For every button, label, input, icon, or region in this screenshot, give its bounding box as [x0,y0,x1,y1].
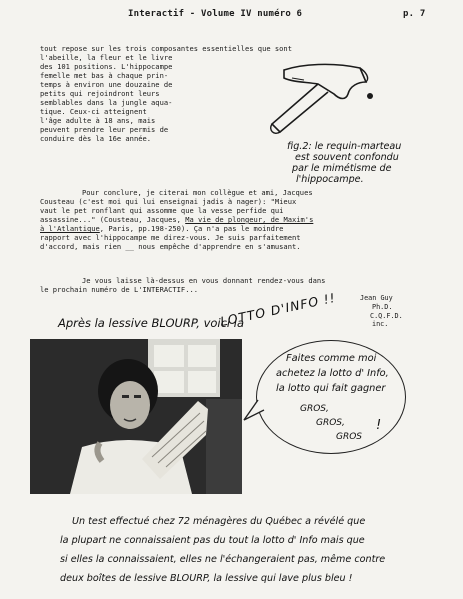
conclusion-line-with-title-2 [40,224,426,233]
bubble-line: Faites comme moi [286,353,377,364]
conclusion-line: d'accord, mais rien __ nous empêche d'apprendre en s'amusant. [40,242,301,251]
caption-line: l'hippocampe. [296,174,364,185]
signature-line: C.Q.F.D. [370,311,403,320]
lotto-title: LOTTO D'INFO !! [218,289,338,329]
intro-line: temps à environ une douzaine de [40,80,173,89]
intro-paragraph-column [40,53,252,143]
intro-line: semblables dans la jungle aqua- [40,98,173,107]
bubble-text [276,351,389,396]
footer-line: si elles la connaissaient, elles ne l'échangeraient pas, même contre [60,554,386,565]
citation-prefix: assassine..." (Cousteau, Jacques, [40,215,181,224]
page-number: p. 7 [403,9,426,19]
intro-line: l'âge adulte à 18 ans, mais [40,116,156,125]
speech-bubble-tail [240,396,270,426]
exclamation-mark: ! [376,418,382,433]
intro-paragraph [40,44,426,53]
signature-line: Jean Guy [360,294,393,302]
footer-line: deux boîtes de lessive BLOURP, la lessive qui lave plus bleu ! [60,573,353,584]
bubble-line: achetez la lotto d' Info, [276,368,389,379]
woman-with-tickets-photo [30,339,242,494]
intro-line: tique. Ceux-ci atteignent [40,107,147,116]
caption-line: fig.2: le requin-marteau [287,141,402,152]
intro-line: peuvent prendre leur permis de [40,125,169,134]
intro-line: femelle met bas à chaque prin- [40,71,169,80]
conclusion-line: rapport avec l'hippocampe me direz-vous. Je suis parfaitement [40,233,301,242]
lotto-photo [30,339,242,494]
intro-line: tout repose sur les trois composantes essentielles que sont [40,44,292,53]
bubble-line: la lotto qui fait gagner [276,383,386,394]
figure-caption [287,141,401,185]
intro-line: l'abeille, la fleur et le livre [40,53,173,62]
closing-line: le prochain numéro de L'INTERACTIF... [40,285,199,294]
gros-2: GROS, [316,418,345,428]
conclusion-line: vaut le pet ronflant qui assomme que la vesse perfide qui [40,206,284,215]
hammer-shark-illustration [262,60,382,140]
signature-line: inc. [372,320,389,329]
book-title: Ma vie de plongeur, de Maxim's [185,215,314,224]
conclusion-line: Pour conclure, je citerai mon collègue et ami, Jacques [82,188,313,197]
signature-block [360,294,420,329]
caption-line: est souvent confondu [295,152,399,163]
gros-1: GROS, [300,404,329,414]
conclusion-line-with-title [40,215,426,224]
ad-footer-text [60,512,450,588]
book-title-cont: à l'Atlantique [40,224,100,233]
footer-line: la plupart ne connaissaient pas du tout la lotto d' Info mais que [60,535,365,546]
closing-paragraph [40,276,426,294]
intro-line: petits qui rejoindront leurs [40,89,160,98]
citation-suffix: , Paris, pp.198-250). Ça n'a pas le moindre [99,224,284,233]
ad-headline: Après la lessive BLOURP, voici la [58,316,245,330]
intro-line: conduire dès la 16e année. [40,134,152,143]
conclusion-line: Cousteau (c'est moi qui lui enseignai jadis à nager): "Mieux [40,197,297,206]
footer-line: Un test effectué chez 72 ménagères du Québec a révélé que [72,516,366,527]
caption-line: par le mimétisme de [292,163,392,174]
signature-line: Ph.D. [372,302,393,311]
gros-3: GROS [336,432,363,442]
conclusion-paragraph [40,188,426,251]
intro-line: des 101 positions. L'hippocampe [40,62,173,71]
closing-line: Je vous laisse là-dessus en vous donnant rendez-vous dans [82,276,326,285]
page-header-title: Interactif - Volume IV numéro 6 [128,9,303,19]
